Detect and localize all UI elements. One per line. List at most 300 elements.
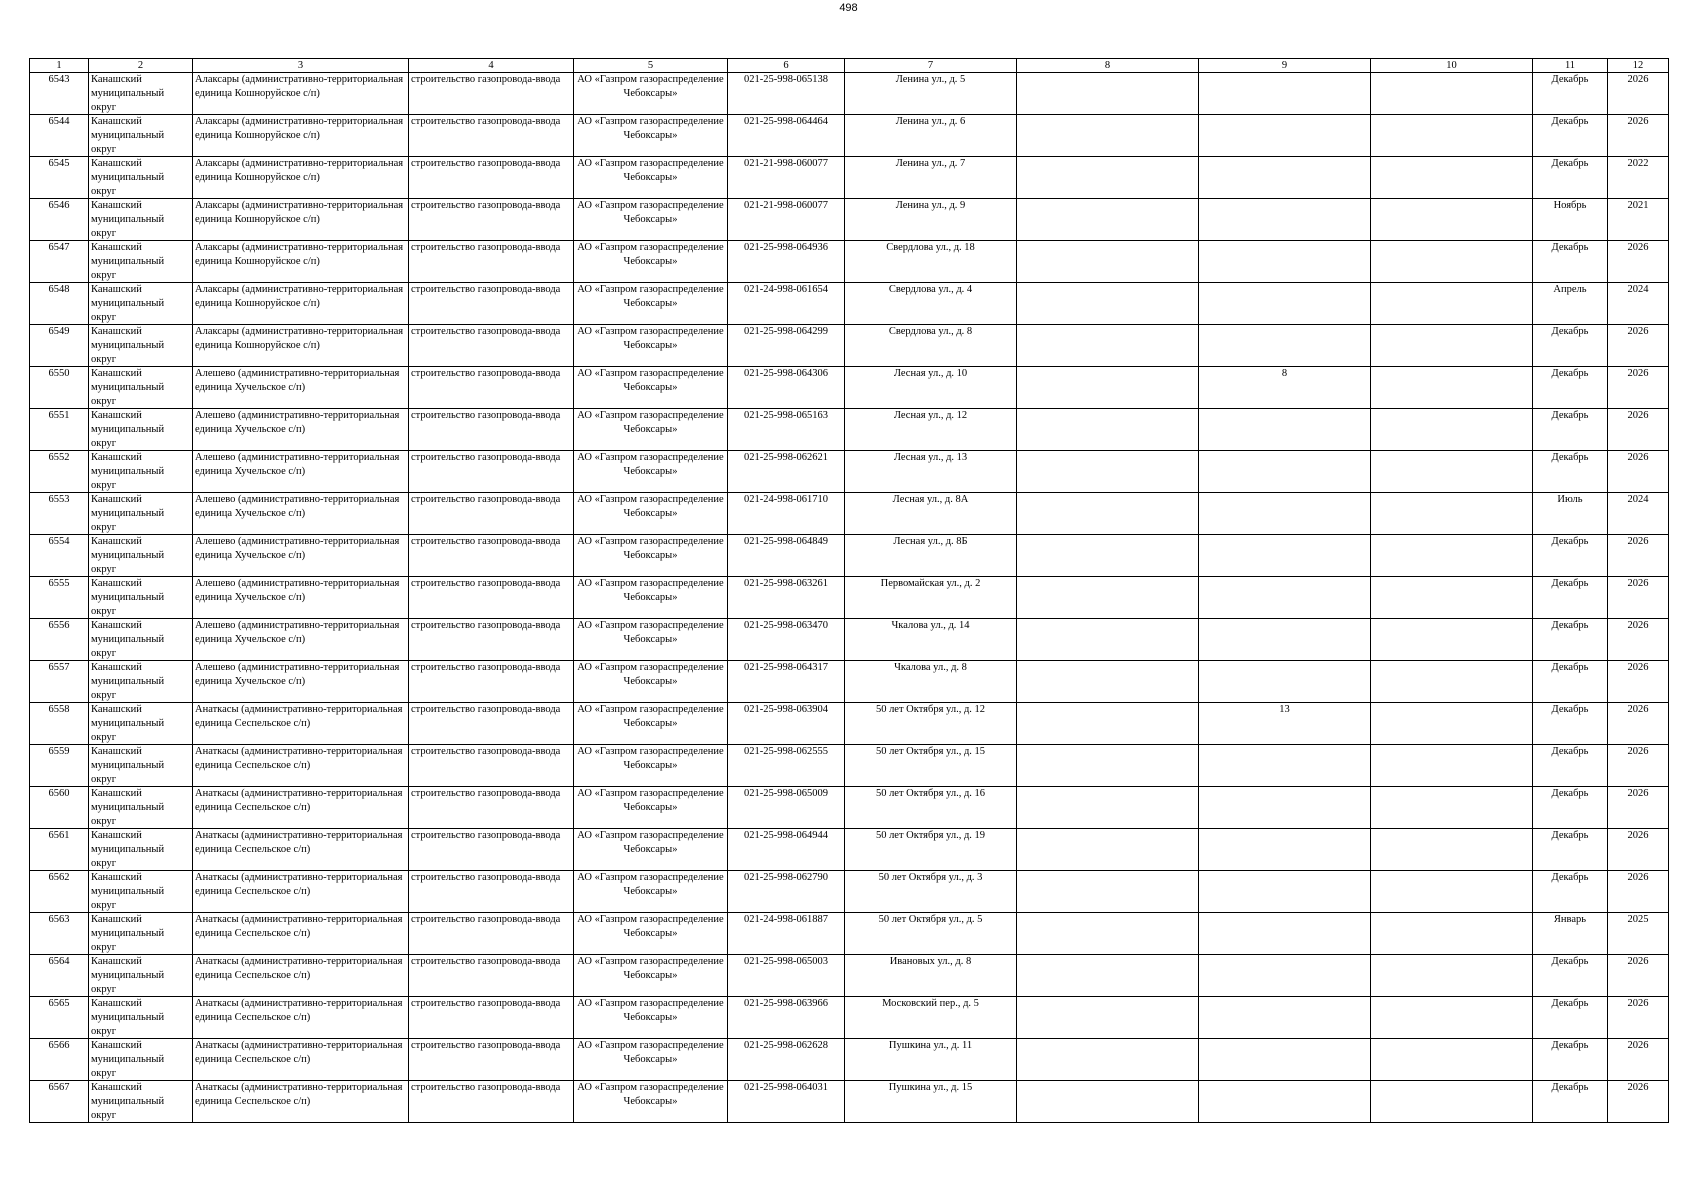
year-cell (1608, 199, 1669, 241)
district-cell (89, 325, 193, 367)
year-cell-text: 2026 (1627, 1040, 1649, 1051)
locality-cell (193, 745, 409, 787)
locality-cell (193, 1081, 409, 1123)
organization-cell-text: АО «Газпром газораспределение Чебоксары» (577, 746, 724, 771)
column-9-cell (1199, 661, 1371, 703)
locality-cell-text: Анаткасы (административно-территориальная единица Сеспельское с/п) (195, 704, 403, 729)
column-10-cell (1371, 367, 1533, 409)
row-number-cell (30, 913, 89, 955)
locality-cell (193, 241, 409, 283)
address-cell (845, 199, 1017, 241)
object-code-cell-text: 021-25-998-062555 (744, 746, 828, 757)
column-9-cell (1199, 997, 1371, 1039)
table-row (30, 1081, 1669, 1123)
column-10-cell-text (1373, 703, 1530, 743)
locality-cell (193, 157, 409, 199)
month-cell (1533, 73, 1608, 115)
district-cell (89, 913, 193, 955)
column-8-cell-text (1019, 241, 1196, 281)
row-number-cell (30, 577, 89, 619)
column-9-cell (1199, 409, 1371, 451)
organization-cell-text: АО «Газпром газораспределение Чебоксары» (577, 536, 724, 561)
object-code-cell-text: 021-25-998-064464 (744, 116, 828, 127)
column-8-cell-text (1019, 619, 1196, 659)
row-number-cell (30, 871, 89, 913)
address-cell-text: 50 лет Октября ул., д. 16 (875, 788, 986, 799)
organization-cell (574, 619, 728, 661)
organization-cell-text: АО «Газпром газораспределение Чебоксары» (577, 830, 724, 855)
column-9-cell-text (1201, 115, 1368, 155)
district-cell-text: Канашский муниципальный округ (91, 158, 165, 197)
year-cell-text: 2026 (1627, 452, 1649, 463)
column-8-cell-text (1019, 157, 1196, 197)
address-cell (845, 409, 1017, 451)
month-cell-text: Декабрь (1551, 116, 1589, 127)
work-type-cell (409, 199, 574, 241)
year-cell-text: 2026 (1627, 872, 1649, 883)
organization-cell (574, 955, 728, 997)
column-10-cell (1371, 829, 1533, 871)
object-code-cell-text: 021-25-998-064849 (744, 536, 828, 547)
row-number-cell-text: 6544 (48, 116, 70, 127)
table-row (30, 115, 1669, 157)
year-cell (1608, 409, 1669, 451)
column-8-cell (1017, 661, 1199, 703)
address-cell-text: Лесная ул., д. 10 (893, 368, 968, 379)
month-cell (1533, 241, 1608, 283)
work-type-cell-text: строительство газопровода-ввода (411, 410, 561, 421)
work-type-cell-text: строительство газопровода-ввода (411, 704, 561, 715)
locality-cell-text: Алешево (административно-территориальная единица Хучельское с/п) (195, 494, 400, 519)
column-10-cell-text (1373, 115, 1530, 155)
address-cell (845, 913, 1017, 955)
address-cell-text: Пушкина ул., д. 11 (888, 1040, 973, 1051)
address-cell-text: 50 лет Октября ул., д. 3 (878, 872, 983, 883)
column-8-cell (1017, 241, 1199, 283)
work-type-cell (409, 997, 574, 1039)
locality-cell (193, 577, 409, 619)
column-10-cell-text (1373, 661, 1530, 701)
organization-cell-text: АО «Газпром газораспределение Чебоксары» (577, 872, 724, 897)
organization-cell-text: АО «Газпром газораспределение Чебоксары» (577, 578, 724, 603)
locality-cell (193, 1039, 409, 1081)
district-cell (89, 871, 193, 913)
district-cell-text: Канашский муниципальный округ (91, 620, 165, 659)
column-10-cell (1371, 661, 1533, 703)
organization-cell-text: АО «Газпром газораспределение Чебоксары» (577, 998, 724, 1023)
column-9-cell (1199, 367, 1371, 409)
work-type-cell (409, 325, 574, 367)
address-cell-text: Первомайская ул., д. 2 (880, 578, 981, 589)
column-header: 8 (1017, 59, 1199, 73)
object-code-cell-text: 021-21-998-060077 (744, 158, 828, 169)
address-cell-text: Пушкина ул., д. 15 (888, 1082, 973, 1093)
work-type-cell (409, 703, 574, 745)
year-cell-text: 2021 (1627, 200, 1649, 211)
row-number-cell (30, 661, 89, 703)
column-8-cell (1017, 115, 1199, 157)
district-cell-text: Канашский муниципальный округ (91, 1040, 165, 1079)
column-10-cell-text (1373, 241, 1530, 281)
organization-cell-text: АО «Газпром газораспределение Чебоксары» (577, 200, 724, 225)
locality-cell (193, 283, 409, 325)
row-number-cell (30, 325, 89, 367)
object-code-cell (728, 661, 845, 703)
address-cell (845, 115, 1017, 157)
district-cell-text: Канашский муниципальный округ (91, 200, 165, 239)
column-8-cell-text (1019, 73, 1196, 113)
month-cell (1533, 997, 1608, 1039)
column-8-cell-text (1019, 703, 1196, 743)
object-code-cell-text: 021-25-998-064299 (744, 326, 828, 337)
column-9-cell-text (1201, 787, 1368, 827)
page-number: 498 (839, 2, 858, 14)
column-9-cell (1199, 619, 1371, 661)
object-code-cell (728, 367, 845, 409)
object-code-cell (728, 577, 845, 619)
object-code-cell-text: 021-24-998-061654 (744, 284, 828, 295)
column-10-cell-text (1373, 913, 1530, 953)
table-row (30, 73, 1669, 115)
column-9-cell (1199, 325, 1371, 367)
organization-cell-text: АО «Газпром газораспределение Чебоксары» (577, 788, 724, 813)
address-cell-text: Ленина ул., д. 5 (895, 74, 966, 85)
address-cell-text: Московский пер., д. 5 (882, 998, 979, 1009)
table-row (30, 241, 1669, 283)
organization-cell (574, 157, 728, 199)
object-code-cell-text: 021-25-998-063904 (744, 704, 828, 715)
column-10-cell-text (1373, 787, 1530, 827)
column-9-cell-text (1201, 619, 1368, 659)
column-9-cell-text (1201, 871, 1368, 911)
district-cell (89, 451, 193, 493)
year-cell-text: 2026 (1627, 536, 1649, 547)
column-header: 11 (1533, 59, 1608, 73)
address-cell (845, 829, 1017, 871)
column-header: 1 (30, 59, 89, 73)
month-cell-text: Июль (1557, 494, 1583, 505)
object-code-cell-text: 021-24-998-061887 (744, 914, 828, 925)
work-type-cell (409, 115, 574, 157)
column-10-cell-text (1373, 871, 1530, 911)
address-cell (845, 997, 1017, 1039)
column-9-cell (1199, 871, 1371, 913)
table-row (30, 703, 1669, 745)
column-10-cell (1371, 115, 1533, 157)
month-cell-text: Декабрь (1551, 326, 1589, 337)
district-cell (89, 493, 193, 535)
work-type-cell-text: строительство газопровода-ввода (411, 368, 561, 379)
work-type-cell (409, 913, 574, 955)
column-8-cell (1017, 871, 1199, 913)
column-10-cell-text (1373, 451, 1530, 491)
column-header: 5 (574, 59, 728, 73)
column-header: 10 (1371, 59, 1533, 73)
address-cell-text: Лесная ул., д. 12 (893, 410, 968, 421)
work-type-cell (409, 493, 574, 535)
work-type-cell (409, 367, 574, 409)
locality-cell-text: Алешево (административно-территориальная единица Хучельское с/п) (195, 536, 400, 561)
address-cell (845, 661, 1017, 703)
row-number-cell-text: 6562 (48, 872, 70, 883)
row-number-cell-text: 6545 (48, 158, 70, 169)
organization-cell-text: АО «Газпром газораспределение Чебоксары» (577, 494, 724, 519)
row-number-cell-text: 6551 (48, 410, 70, 421)
row-number-cell-text: 6550 (48, 368, 70, 379)
column-9-cell (1199, 913, 1371, 955)
year-cell-text: 2026 (1627, 746, 1649, 757)
column-9-cell (1199, 241, 1371, 283)
month-cell (1533, 1039, 1608, 1081)
row-number-cell (30, 199, 89, 241)
object-code-cell (728, 1039, 845, 1081)
month-cell (1533, 199, 1608, 241)
row-number-cell-text: 6543 (48, 74, 70, 85)
locality-cell-text: Анаткасы (административно-территориальная единица Сеспельское с/п) (195, 830, 403, 855)
district-cell-text: Канашский муниципальный округ (91, 74, 165, 113)
locality-cell-text: Алешево (административно-территориальная единица Хучельское с/п) (195, 452, 400, 477)
month-cell (1533, 871, 1608, 913)
row-number-cell-text: 6558 (48, 704, 70, 715)
locality-cell (193, 325, 409, 367)
locality-cell (193, 787, 409, 829)
address-cell (845, 73, 1017, 115)
column-10-cell (1371, 451, 1533, 493)
column-8-cell-text (1019, 493, 1196, 533)
column-8-cell-text (1019, 829, 1196, 869)
object-code-cell (728, 241, 845, 283)
work-type-cell-text: строительство газопровода-ввода (411, 956, 561, 967)
object-code-cell-text: 021-25-998-065003 (744, 956, 828, 967)
address-cell (845, 535, 1017, 577)
column-10-cell (1371, 955, 1533, 997)
locality-cell-text: Алешево (административно-территориальная единица Хучельское с/п) (195, 620, 400, 645)
table-row (30, 535, 1669, 577)
address-cell-text: 50 лет Октября ул., д. 15 (875, 746, 986, 757)
organization-cell (574, 997, 728, 1039)
organization-cell-text: АО «Газпром газораспределение Чебоксары» (577, 368, 724, 393)
column-9-cell-text (1201, 283, 1368, 323)
year-cell-text: 2026 (1627, 998, 1649, 1009)
address-cell (845, 451, 1017, 493)
object-code-cell (728, 913, 845, 955)
object-code-cell (728, 997, 845, 1039)
organization-cell-text: АО «Газпром газораспределение Чебоксары» (577, 704, 724, 729)
row-number-cell-text: 6546 (48, 200, 70, 211)
locality-cell (193, 913, 409, 955)
work-type-cell (409, 955, 574, 997)
organization-cell-text: АО «Газпром газораспределение Чебоксары» (577, 1040, 724, 1065)
column-10-cell (1371, 871, 1533, 913)
row-number-cell (30, 535, 89, 577)
month-cell (1533, 829, 1608, 871)
column-9-cell (1199, 115, 1371, 157)
row-number-cell (30, 745, 89, 787)
row-number-cell-text: 6552 (48, 452, 70, 463)
organization-cell-text: АО «Газпром газораспределение Чебоксары» (577, 620, 724, 645)
work-type-cell (409, 157, 574, 199)
column-number-row (30, 59, 1669, 73)
work-type-cell (409, 787, 574, 829)
work-type-cell-text: строительство газопровода-ввода (411, 788, 561, 799)
year-cell-text: 2026 (1627, 368, 1649, 379)
work-type-cell (409, 451, 574, 493)
month-cell-text: Декабрь (1551, 998, 1589, 1009)
year-cell (1608, 829, 1669, 871)
column-9-cell-text (1201, 997, 1368, 1037)
year-cell (1608, 115, 1669, 157)
work-type-cell-text: строительство газопровода-ввода (411, 578, 561, 589)
address-cell (845, 241, 1017, 283)
column-9-cell-text (1201, 493, 1368, 533)
column-8-cell-text (1019, 871, 1196, 911)
year-cell-text: 2022 (1627, 158, 1649, 169)
address-cell-text: Лесная ул., д. 13 (893, 452, 968, 463)
address-cell-text: Ленина ул., д. 7 (895, 158, 966, 169)
column-8-cell (1017, 325, 1199, 367)
district-cell-text: Канашский муниципальный округ (91, 578, 165, 617)
month-cell-text: Декабрь (1551, 452, 1589, 463)
row-number-cell-text: 6549 (48, 326, 70, 337)
table-row (30, 325, 1669, 367)
month-cell-text: Декабрь (1551, 704, 1589, 715)
column-10-cell (1371, 241, 1533, 283)
month-cell-text: Декабрь (1551, 788, 1589, 799)
table-row (30, 997, 1669, 1039)
locality-cell-text: Алаксары (административно-территориальная единица Кошноруйское с/п) (195, 326, 404, 351)
month-cell-text: Декабрь (1551, 872, 1589, 883)
year-cell (1608, 73, 1669, 115)
object-code-cell (728, 409, 845, 451)
organization-cell-text: АО «Газпром газораспределение Чебоксары» (577, 1082, 724, 1107)
work-type-cell (409, 535, 574, 577)
work-type-cell (409, 661, 574, 703)
work-type-cell-text: строительство газопровода-ввода (411, 74, 561, 85)
work-type-cell-text: строительство газопровода-ввода (411, 830, 561, 841)
work-type-cell-text: строительство газопровода-ввода (411, 914, 561, 925)
column-8-cell-text (1019, 661, 1196, 701)
locality-cell-text: Алешево (административно-территориальная единица Хучельское с/п) (195, 368, 400, 393)
work-type-cell (409, 241, 574, 283)
row-number-cell (30, 367, 89, 409)
organization-cell-text: АО «Газпром газораспределение Чебоксары» (577, 116, 724, 141)
district-cell-text: Канашский муниципальный округ (91, 242, 165, 281)
column-10-cell (1371, 535, 1533, 577)
object-code-cell-text: 021-25-998-064936 (744, 242, 828, 253)
address-cell-text: Лесная ул., д. 8А (892, 494, 969, 505)
work-type-cell-text: строительство газопровода-ввода (411, 116, 561, 127)
column-9-cell-text (1201, 157, 1368, 197)
object-code-cell (728, 325, 845, 367)
object-code-cell (728, 73, 845, 115)
district-cell-text: Канашский муниципальный округ (91, 494, 165, 533)
column-10-cell (1371, 619, 1533, 661)
column-8-cell (1017, 1081, 1199, 1123)
object-code-cell (728, 283, 845, 325)
month-cell-text: Декабрь (1551, 242, 1589, 253)
district-cell (89, 535, 193, 577)
address-cell (845, 283, 1017, 325)
row-number-cell (30, 1081, 89, 1123)
column-8-cell-text (1019, 535, 1196, 575)
object-code-cell-text: 021-25-998-065163 (744, 410, 828, 421)
object-code-cell-text: 021-25-998-062790 (744, 872, 828, 883)
locality-cell-text: Алешево (административно-территориальная единица Хучельское с/п) (195, 410, 400, 435)
column-9-cell-text (1201, 73, 1368, 113)
column-9-cell (1199, 1039, 1371, 1081)
column-header: 2 (89, 59, 193, 73)
column-8-cell (1017, 913, 1199, 955)
year-cell-text: 2024 (1627, 284, 1649, 295)
row-number-cell-text: 6567 (48, 1082, 70, 1093)
object-code-cell-text: 021-21-998-060077 (744, 200, 828, 211)
table-row (30, 451, 1669, 493)
column-10-cell (1371, 745, 1533, 787)
district-cell (89, 577, 193, 619)
month-cell (1533, 745, 1608, 787)
address-cell (845, 493, 1017, 535)
year-cell-text: 2026 (1627, 578, 1649, 589)
column-9-cell-text (1201, 409, 1368, 449)
year-cell-text: 2026 (1627, 788, 1649, 799)
year-cell (1608, 493, 1669, 535)
column-10-cell (1371, 157, 1533, 199)
work-type-cell-text: строительство газопровода-ввода (411, 452, 561, 463)
month-cell (1533, 157, 1608, 199)
locality-cell (193, 367, 409, 409)
year-cell (1608, 535, 1669, 577)
register-table (29, 58, 1669, 1123)
table-row (30, 619, 1669, 661)
locality-cell-text: Анаткасы (административно-территориальная единица Сеспельское с/п) (195, 746, 403, 771)
column-8-cell (1017, 367, 1199, 409)
row-number-cell (30, 787, 89, 829)
month-cell (1533, 703, 1608, 745)
district-cell (89, 829, 193, 871)
row-number-cell-text: 6565 (48, 998, 70, 1009)
month-cell (1533, 1081, 1608, 1123)
work-type-cell-text: строительство газопровода-ввода (411, 494, 561, 505)
column-10-cell-text (1373, 199, 1530, 239)
column-10-cell-text (1373, 73, 1530, 113)
work-type-cell-text: строительство газопровода-ввода (411, 158, 561, 169)
row-number-cell-text: 6547 (48, 242, 70, 253)
column-9-cell-text (1201, 745, 1368, 785)
column-9-cell (1199, 283, 1371, 325)
district-cell-text: Канашский муниципальный округ (91, 662, 165, 701)
locality-cell (193, 115, 409, 157)
column-8-cell (1017, 997, 1199, 1039)
locality-cell-text: Алаксары (административно-территориальная единица Кошноруйское с/п) (195, 74, 404, 99)
organization-cell-text: АО «Газпром газораспределение Чебоксары» (577, 242, 724, 267)
object-code-cell-text: 021-25-998-064031 (744, 1082, 828, 1093)
locality-cell (193, 199, 409, 241)
column-8-cell-text (1019, 577, 1196, 617)
column-10-cell-text (1373, 325, 1530, 365)
column-9-cell-text (1201, 577, 1368, 617)
column-8-cell-text (1019, 451, 1196, 491)
month-cell (1533, 787, 1608, 829)
month-cell-text: Декабрь (1551, 746, 1589, 757)
district-cell-text: Канашский муниципальный округ (91, 872, 165, 911)
district-cell-text: Канашский муниципальный округ (91, 368, 165, 407)
column-10-cell-text (1373, 955, 1530, 995)
column-header: 12 (1608, 59, 1669, 73)
object-code-cell-text: 021-25-998-063261 (744, 578, 828, 589)
district-cell-text: Канашский муниципальный округ (91, 410, 165, 449)
column-10-cell (1371, 787, 1533, 829)
work-type-cell-text: строительство газопровода-ввода (411, 326, 561, 337)
